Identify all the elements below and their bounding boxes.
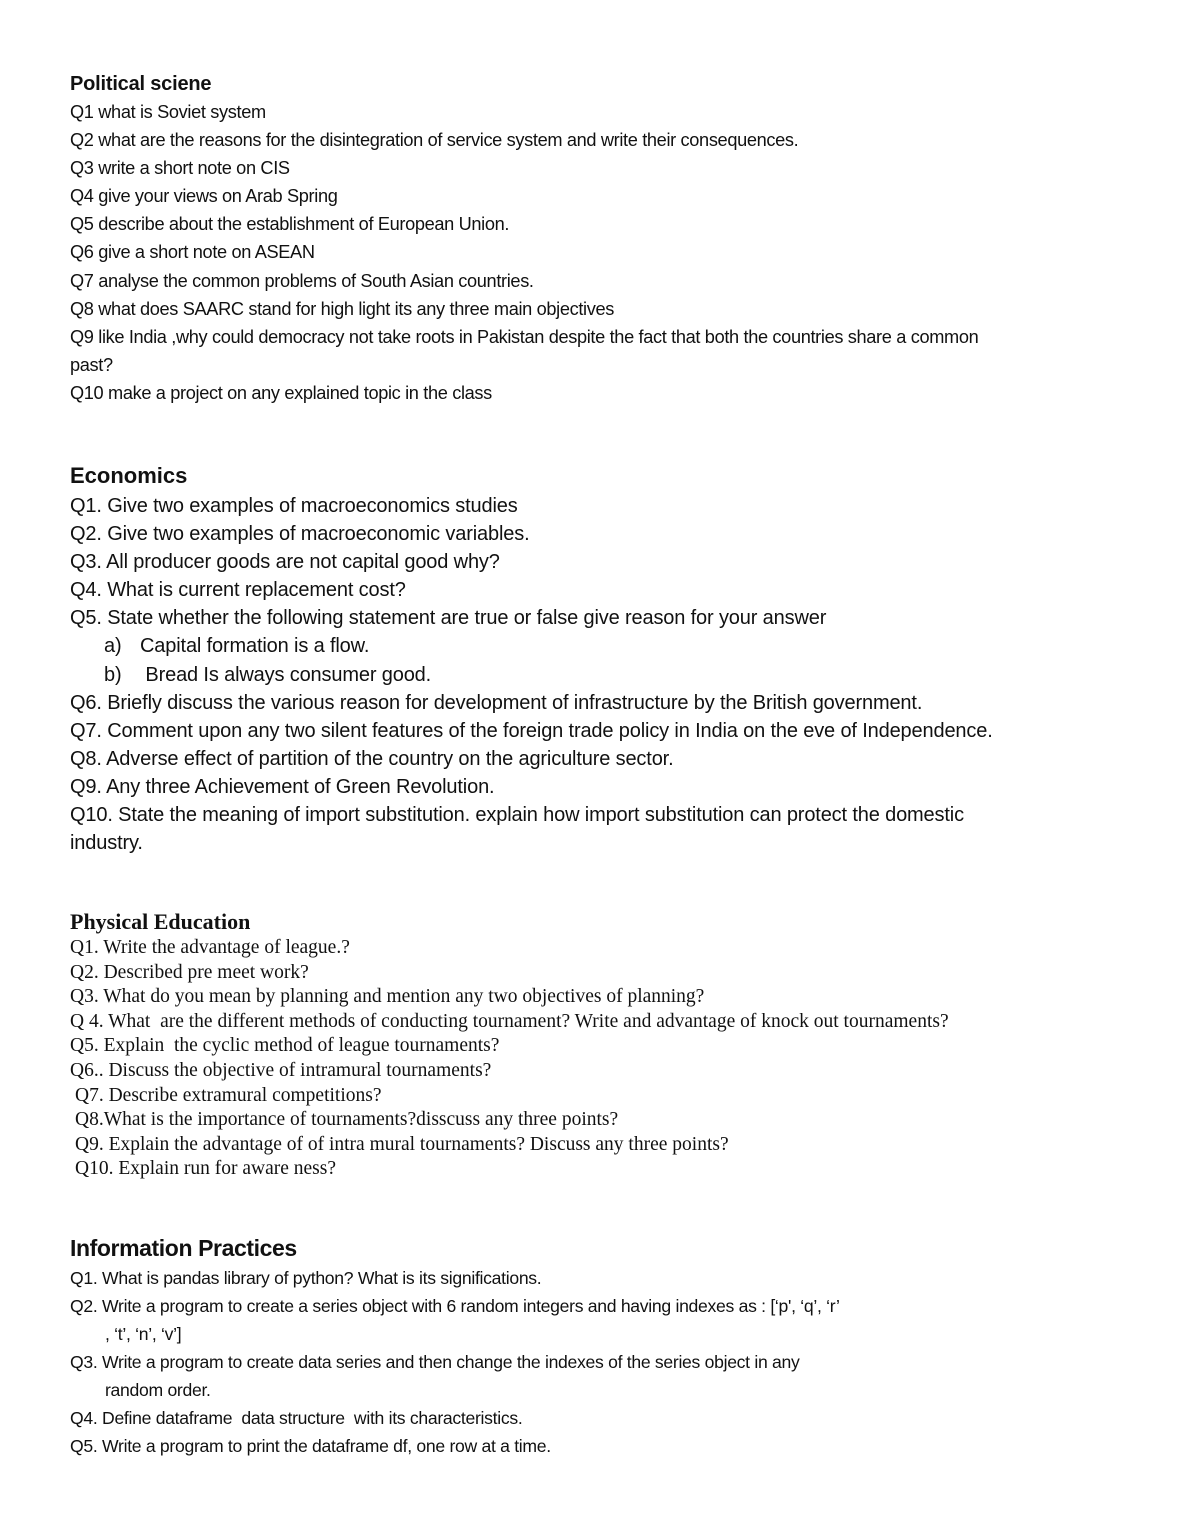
question-item: Q5 describe about the establishment of European Union. xyxy=(70,214,510,235)
question-item: Q3. Write a program to create data series and then change the indexes of the series object in any xyxy=(70,1352,800,1372)
question-item: Q5. Explain the cyclic method of league tournaments? xyxy=(70,1035,500,1057)
question-item: Q10 make a project on any explained topic in the class xyxy=(70,382,492,403)
question-item: Q7. Describe extramural competitions? xyxy=(75,1084,382,1106)
question-item: Q2. Described pre meet work? xyxy=(70,961,309,983)
question-item: Q8. Adverse effect of partition of the country on the agriculture sector. xyxy=(70,747,674,770)
physical-education-section xyxy=(70,908,1150,1182)
question-item: Q4. What is current replacement cost? xyxy=(70,579,406,602)
sub-item-text: Capital formation is a flow. xyxy=(140,635,370,658)
question-item: Q9. Explain the advantage of of intra mural tournaments? Discuss any three points? xyxy=(75,1133,729,1155)
question-item: Q5. Write a program to print the dataframe df, one row at a time. xyxy=(70,1436,551,1456)
question-item: Q1. What is pandas library of python? What is its significations. xyxy=(70,1268,542,1288)
question-item: Q 4. What are the different methods of conducting tournament? Write and advantage of knock out tournaments? xyxy=(70,1010,949,1032)
information-practices-section xyxy=(70,1232,1150,1460)
question-item: Q5. State whether the following statement are true or false give reason for your answer xyxy=(70,607,827,630)
sub-item-marker: b) xyxy=(104,663,122,686)
question-item: Q8 what does SAARC stand for high light its any three main objectives xyxy=(70,298,614,319)
question-item: Q1. Write the advantage of league.? xyxy=(70,937,350,958)
section-heading: Information Practices xyxy=(70,1235,297,1261)
question-item: Q2. Give two examples of macroeconomic variables. xyxy=(70,523,530,546)
question-item: Q6. Briefly discuss the various reason for development of infrastructure by the British government. xyxy=(70,691,923,714)
question-item: Q4. Define dataframe data structure with its characteristics. xyxy=(70,1408,523,1428)
question-continuation: past? xyxy=(70,354,113,375)
question-item: Q1. Give two examples of macroeconomics studies xyxy=(70,495,518,517)
question-continuation: random order. xyxy=(105,1380,211,1400)
question-item: Q4 give your views on Arab Spring xyxy=(70,186,338,207)
question-item: Q2 what are the reasons for the disintegration of service system and write their consequences. xyxy=(70,130,799,151)
sub-item-marker: a) xyxy=(104,635,122,658)
economics-section xyxy=(70,460,1150,857)
question-continuation: industry. xyxy=(70,832,143,855)
question-item: Q7 analyse the common problems of South Asian countries. xyxy=(70,270,534,291)
question-item: Q9. Any three Achievement of Green Revolution. xyxy=(70,775,495,798)
sub-item-text: Bread Is always consumer good. xyxy=(140,663,432,686)
sub-item xyxy=(70,661,1150,689)
question-item: Q8.What is the importance of tournaments?disscuss any three points? xyxy=(75,1109,619,1131)
question-item: Q2. Write a program to create a series object with 6 random integers and having indexes as : [‘p', ‘q’, ‘r’ xyxy=(70,1296,840,1316)
section-heading: Economics xyxy=(70,463,188,488)
question-item: Q6 give a short note on ASEAN xyxy=(70,242,315,263)
question-item: Q1 what is Soviet system xyxy=(70,102,266,122)
section-heading: Physical Education xyxy=(70,909,251,934)
question-item: Q10. State the meaning of import substitution. explain how import substitution can protect the domestic xyxy=(70,804,964,827)
question-item: Q6.. Discuss the objective of intramural tournaments? xyxy=(70,1059,492,1081)
question-item: Q3. All producer goods are not capital good why? xyxy=(70,551,500,574)
question-item: Q7. Comment upon any two silent features of the foreign trade policy in India on the eve of Independence. xyxy=(70,719,993,742)
question-item: Q9 like India ,why could democracy not take roots in Pakistan despite the fact that both the countries share a common xyxy=(70,326,979,347)
question-item: Q10. Explain run for aware ness? xyxy=(75,1158,336,1180)
political-science-section xyxy=(70,70,1150,407)
question-continuation: , ‘t’, ‘n’, ‘v’] xyxy=(105,1324,182,1344)
question-item: Q3. What do you mean by planning and mention any two objectives of planning? xyxy=(70,986,705,1008)
section-heading: Political sciene xyxy=(70,73,212,95)
sub-item xyxy=(70,632,1150,660)
question-item: Q3 write a short note on CIS xyxy=(70,158,290,179)
